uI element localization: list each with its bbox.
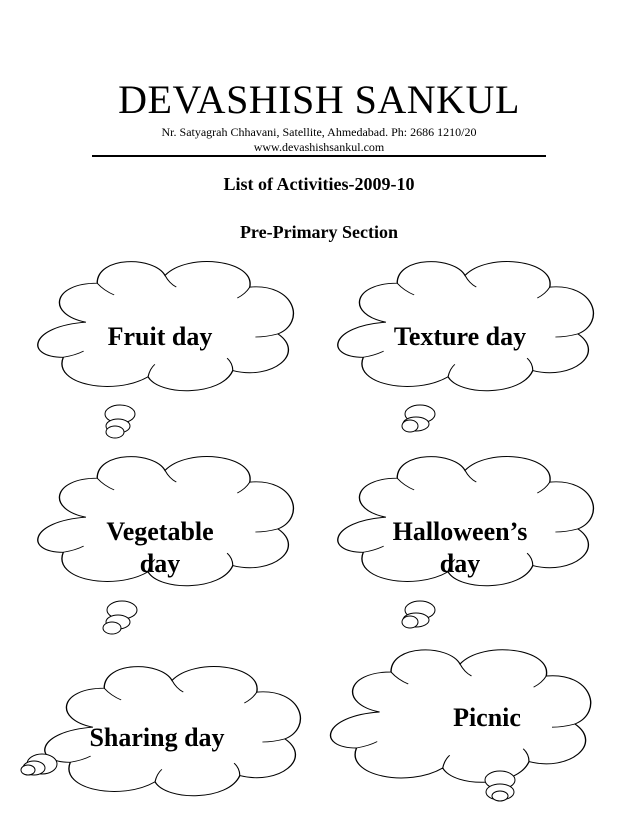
activity-label-4 [360, 516, 560, 580]
activity-label-5 [57, 722, 257, 754]
activity-line: day [439, 549, 481, 578]
activity-label-6 [387, 702, 587, 734]
section-title: Pre-Primary Section [239, 222, 399, 242]
activity-label-1 [60, 321, 260, 353]
organization-name: DEVASHISH SANKUL [118, 77, 520, 122]
document-title: List of Activities-2009-10 [223, 174, 415, 194]
activity-line: Picnic [453, 703, 521, 732]
organization-website: www.devashishsankul.com [253, 140, 385, 154]
activity-label-2 [360, 321, 560, 353]
organization-address: Nr. Satyagrah Chhavani, Satellite, Ahmedabad. Ph: 2686 1210/20 [161, 125, 477, 139]
activity-line: Fruit day [107, 322, 213, 351]
activity-line: day [139, 549, 181, 578]
activity-line: Halloween’s [392, 517, 528, 546]
activity-line: Vegetable [106, 517, 214, 546]
activity-label-3 [60, 516, 260, 580]
activity-line: Sharing day [89, 723, 225, 752]
activity-line: Texture day [393, 322, 527, 351]
